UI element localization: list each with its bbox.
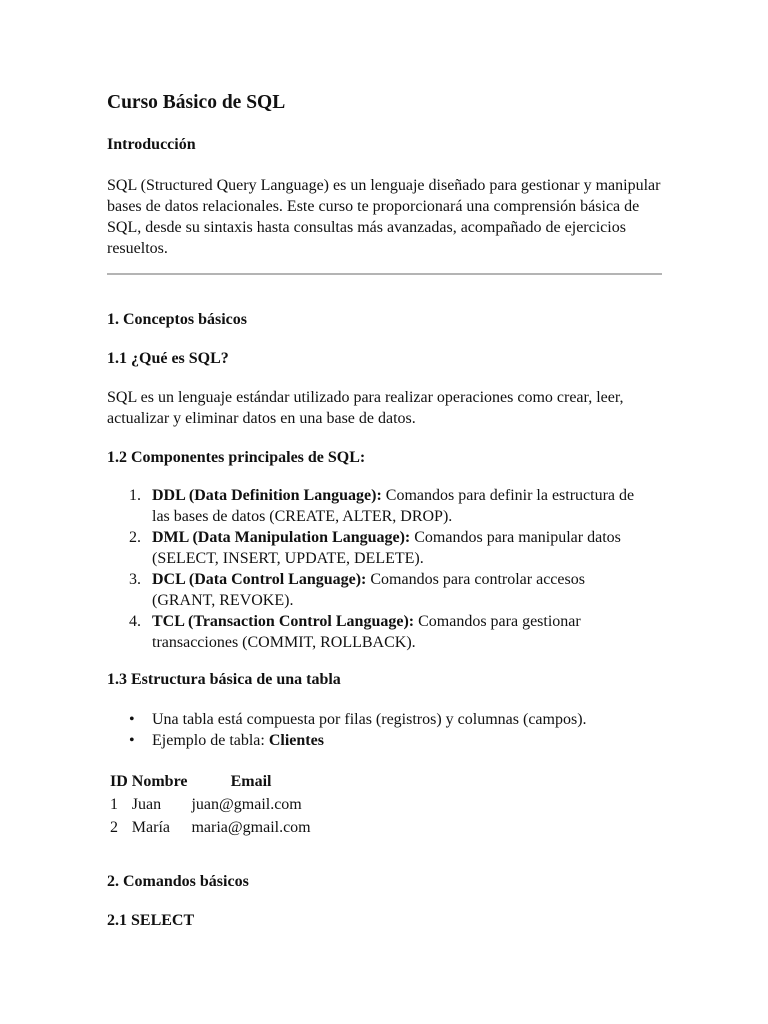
intro-paragraph: SQL (Structured Query Language) es un lenguaje diseñado para gestionar y manipular bases de datos relacionales. Este curso te proporcionará una comprensión básica de SQL, desde su sintaxis hasta consultas más avanzadas, acompañado de ejercicios resueltos. xyxy=(107,177,661,257)
list-description: Comandos para controlar accesos (GRANT, REVOKE). xyxy=(152,571,585,609)
list-item xyxy=(107,485,647,527)
list-item xyxy=(107,569,647,611)
section-2-heading: 2. Comandos básicos xyxy=(107,873,249,890)
list-item xyxy=(107,730,587,751)
intro-heading: Introducción xyxy=(107,136,196,153)
list-term: TCL (Transaction Control Language): xyxy=(152,613,415,630)
cell-email: maria@gmail.com xyxy=(191,819,311,836)
table-name: Clientes xyxy=(268,732,324,749)
bullet-text: Ejemplo de tabla: xyxy=(152,732,269,749)
list-number: 2. xyxy=(129,529,141,546)
table-row xyxy=(109,817,312,838)
column-header-nombre: Nombre xyxy=(131,773,188,790)
cell-id: 2 xyxy=(110,819,118,836)
list-term: DML (Data Manipulation Language): xyxy=(152,529,411,546)
list-description: Comandos para manipular datos (SELECT, INSERT, UPDATE, DELETE). xyxy=(152,529,621,567)
section-1-1-heading: 1.1 ¿Qué es SQL? xyxy=(107,350,229,367)
list-description: Comandos para definir la estructura de las bases de datos (CREATE, ALTER, DROP). xyxy=(152,487,635,525)
table-structure-list xyxy=(107,709,587,751)
list-number: 1. xyxy=(129,487,141,504)
table-header-row xyxy=(109,771,312,792)
list-term: DDL (Data Definition Language): xyxy=(152,487,382,504)
bullet-icon: • xyxy=(129,711,135,728)
cell-nombre: Juan xyxy=(131,796,162,813)
cell-id: 1 xyxy=(110,796,118,813)
list-term: DCL (Data Control Language): xyxy=(152,571,367,588)
document-title: Curso Básico de SQL xyxy=(107,92,286,113)
list-item xyxy=(107,527,647,569)
cell-email: juan@gmail.com xyxy=(191,796,302,813)
section-1-1-paragraph: SQL es un lenguaje estándar utilizado para realizar operaciones como crear, leer, actualizar y eliminar datos en una base de datos. xyxy=(107,389,624,427)
section-1-2-heading: 1.2 Componentes principales de SQL: xyxy=(107,449,366,466)
column-header-id: ID xyxy=(110,773,128,790)
list-item xyxy=(107,611,647,653)
list-item xyxy=(107,709,587,730)
list-number: 4. xyxy=(129,613,141,630)
clients-table xyxy=(107,769,314,840)
list-number: 3. xyxy=(129,571,141,588)
section-2-1-heading: 2.1 SELECT xyxy=(107,912,195,929)
bullet-text: Una tabla está compuesta por filas (registros) y columnas (campos). xyxy=(152,711,587,728)
column-header-email: Email xyxy=(230,773,272,790)
horizontal-divider xyxy=(107,273,662,275)
list-description: Comandos para gestionar transacciones (COMMIT, ROLLBACK). xyxy=(152,613,581,651)
section-1-3-heading: 1.3 Estructura básica de una tabla xyxy=(107,671,341,688)
bullet-icon: • xyxy=(129,732,135,749)
components-list xyxy=(107,485,647,653)
table-row xyxy=(109,794,312,815)
cell-nombre: María xyxy=(131,819,170,836)
section-1-heading: 1. Conceptos básicos xyxy=(107,311,248,328)
